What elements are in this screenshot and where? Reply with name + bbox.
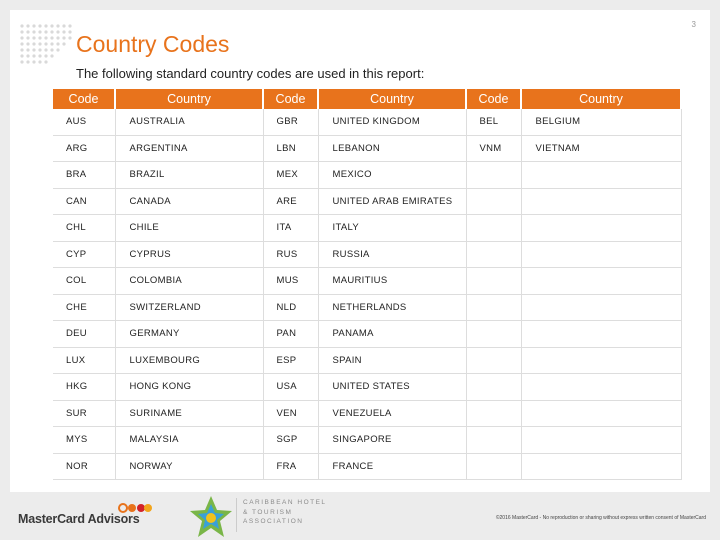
decorative-dot	[20, 48, 23, 51]
decorative-dot	[20, 42, 23, 45]
table-row	[53, 347, 681, 374]
country-code-cell: ITA	[263, 215, 318, 242]
country-code-cell	[466, 188, 521, 215]
country-code-cell	[466, 268, 521, 295]
decorative-dot	[38, 60, 41, 63]
country-code-cell	[466, 400, 521, 427]
decorative-dot	[50, 48, 53, 51]
decorative-dot	[56, 36, 59, 39]
country-code-cell: LBN	[263, 135, 318, 162]
footer-divider	[236, 498, 237, 532]
country-code-cell	[466, 347, 521, 374]
country-code-cell: USA	[263, 374, 318, 401]
country-name-cell: CANADA	[115, 188, 263, 215]
decorative-dot	[20, 36, 23, 39]
country-code-cell: DEU	[53, 321, 115, 348]
country-name-cell: GERMANY	[115, 321, 263, 348]
decorative-dot	[44, 42, 47, 45]
decorative-dot	[62, 36, 65, 39]
country-name-cell: MALAYSIA	[115, 427, 263, 454]
decorative-dot	[32, 60, 35, 63]
decorative-dot	[26, 54, 29, 57]
decorative-dot	[50, 24, 53, 27]
country-name-cell: COLOMBIA	[115, 268, 263, 295]
header-country: Country	[115, 89, 263, 109]
decorative-dot	[26, 24, 29, 27]
decorative-dot	[26, 48, 29, 51]
country-name-cell: RUSSIA	[318, 241, 466, 268]
country-code-cell: CHE	[53, 294, 115, 321]
country-code-cell	[466, 427, 521, 454]
table-row	[53, 162, 681, 189]
decorative-dot	[32, 30, 35, 33]
decorative-dot	[68, 24, 71, 27]
page-title: Country Codes	[76, 31, 230, 57]
country-name-cell: PANAMA	[318, 321, 466, 348]
country-name-cell: FRANCE	[318, 453, 466, 480]
country-code-cell: ARE	[263, 188, 318, 215]
country-name-cell: ITALY	[318, 215, 466, 242]
decorative-dot	[38, 36, 41, 39]
country-code-cell: BEL	[466, 109, 521, 135]
country-code-cell	[466, 294, 521, 321]
country-name-cell: NETHERLANDS	[318, 294, 466, 321]
country-name-cell: SURINAME	[115, 400, 263, 427]
decorative-dot	[20, 54, 23, 57]
country-code-cell: AUS	[53, 109, 115, 135]
copyright-text: ©2016 MasterCard - No reproduction or sharing without express written consent of MasterCard	[495, 515, 706, 521]
decorative-dot	[32, 54, 35, 57]
table-row	[53, 427, 681, 454]
country-code-cell	[466, 241, 521, 268]
slide	[10, 10, 710, 492]
ctha-star-icon	[188, 494, 234, 540]
table-row	[53, 215, 681, 242]
decorative-dot	[50, 54, 53, 57]
decorative-dot	[26, 60, 29, 63]
decorative-dot	[38, 24, 41, 27]
country-name-cell: CHILE	[115, 215, 263, 242]
country-name-cell: LEBANON	[318, 135, 466, 162]
decorative-dot	[62, 42, 65, 45]
country-code-cell: NLD	[263, 294, 318, 321]
table-row	[53, 453, 681, 480]
decorative-dot	[38, 30, 41, 33]
decorative-dot	[62, 24, 65, 27]
country-code-cell	[466, 453, 521, 480]
decorative-dot	[32, 24, 35, 27]
header-code: Code	[466, 89, 521, 109]
country-name-cell	[521, 400, 681, 427]
table-row	[53, 294, 681, 321]
country-name-cell: MEXICO	[318, 162, 466, 189]
country-name-cell: UNITED STATES	[318, 374, 466, 401]
decorative-dot	[20, 30, 23, 33]
country-code-cell: MEX	[263, 162, 318, 189]
country-code-cell: COL	[53, 268, 115, 295]
country-code-cell	[466, 374, 521, 401]
country-code-cell: CYP	[53, 241, 115, 268]
country-code-cell: SGP	[263, 427, 318, 454]
ctha-logo-text: CARIBBEAN HOTEL & TOURISM ASSOCIATION	[243, 499, 327, 525]
country-name-cell	[521, 162, 681, 189]
header-code: Code	[263, 89, 318, 109]
country-code-cell: SUR	[53, 400, 115, 427]
decorative-dot	[32, 48, 35, 51]
decorative-dot	[56, 24, 59, 27]
decorative-dot	[68, 36, 71, 39]
decorative-dot	[44, 24, 47, 27]
decorative-dot	[32, 42, 35, 45]
country-name-cell	[521, 294, 681, 321]
decorative-dot	[20, 60, 23, 63]
decorative-dot	[20, 24, 23, 27]
decorative-dot	[44, 30, 47, 33]
country-name-cell: VIETNAM	[521, 135, 681, 162]
country-code-cell: MUS	[263, 268, 318, 295]
decorative-dot	[50, 36, 53, 39]
decorative-dot	[50, 42, 53, 45]
country-code-cell	[466, 321, 521, 348]
table-row	[53, 321, 681, 348]
country-code-cell: LUX	[53, 347, 115, 374]
table-row	[53, 135, 681, 162]
decorative-dot	[68, 30, 71, 33]
table-header-row	[53, 89, 681, 109]
decorative-dot	[56, 42, 59, 45]
country-name-cell: SWITZERLAND	[115, 294, 263, 321]
country-name-cell: HONG KONG	[115, 374, 263, 401]
page-number: 3	[691, 20, 696, 29]
table-row	[53, 268, 681, 295]
country-name-cell: CYPRUS	[115, 241, 263, 268]
country-name-cell	[521, 321, 681, 348]
country-name-cell: SPAIN	[318, 347, 466, 374]
country-name-cell	[521, 427, 681, 454]
country-name-cell: AUSTRALIA	[115, 109, 263, 135]
country-code-cell: HKG	[53, 374, 115, 401]
table-row	[53, 188, 681, 215]
decorative-dot	[44, 48, 47, 51]
decorative-dot	[56, 30, 59, 33]
country-code-cell: PAN	[263, 321, 318, 348]
country-code-cell: ESP	[263, 347, 318, 374]
country-code-cell: VNM	[466, 135, 521, 162]
decorative-dot	[62, 30, 65, 33]
decorative-dot	[26, 42, 29, 45]
country-name-cell: NORWAY	[115, 453, 263, 480]
country-code-cell: VEN	[263, 400, 318, 427]
decorative-dot	[26, 36, 29, 39]
country-code-cell: ARG	[53, 135, 115, 162]
table-row	[53, 400, 681, 427]
header-country: Country	[318, 89, 466, 109]
country-code-cell: NOR	[53, 453, 115, 480]
country-name-cell	[521, 347, 681, 374]
decorative-dot	[26, 30, 29, 33]
mastercard-advisors-logo: MasterCard Advisors	[18, 512, 140, 526]
country-code-cell: CAN	[53, 188, 115, 215]
table-row	[53, 241, 681, 268]
page-subtitle: The following standard country codes are used in this report:	[76, 66, 425, 81]
decorative-dot	[44, 54, 47, 57]
table-row	[53, 374, 681, 401]
country-name-cell: UNITED KINGDOM	[318, 109, 466, 135]
table-row	[53, 109, 681, 135]
header-code: Code	[53, 89, 115, 109]
country-name-cell: ARGENTINA	[115, 135, 263, 162]
country-code-cell: BRA	[53, 162, 115, 189]
decorative-dot	[50, 30, 53, 33]
country-code-cell	[466, 215, 521, 242]
country-name-cell: BRAZIL	[115, 162, 263, 189]
country-name-cell: BELGIUM	[521, 109, 681, 135]
decorative-dot	[38, 54, 41, 57]
country-code-cell	[466, 162, 521, 189]
country-name-cell	[521, 374, 681, 401]
decorative-dot	[38, 42, 41, 45]
decorative-dot	[44, 60, 47, 63]
country-code-cell: CHL	[53, 215, 115, 242]
country-name-cell	[521, 268, 681, 295]
country-name-cell: UNITED ARAB EMIRATES	[318, 188, 466, 215]
decorative-dot	[44, 36, 47, 39]
country-code-cell: MYS	[53, 427, 115, 454]
country-name-cell	[521, 188, 681, 215]
country-code-cell: RUS	[263, 241, 318, 268]
decorative-dot	[56, 48, 59, 51]
decorative-dot	[32, 36, 35, 39]
country-name-cell: SINGAPORE	[318, 427, 466, 454]
header-country: Country	[521, 89, 681, 109]
country-name-cell: MAURITIUS	[318, 268, 466, 295]
country-code-cell: GBR	[263, 109, 318, 135]
country-codes-table	[53, 89, 682, 480]
country-name-cell	[521, 241, 681, 268]
country-name-cell	[521, 215, 681, 242]
country-name-cell	[521, 453, 681, 480]
country-code-cell: FRA	[263, 453, 318, 480]
decorative-dot	[38, 48, 41, 51]
country-name-cell: LUXEMBOURG	[115, 347, 263, 374]
country-name-cell: VENEZUELA	[318, 400, 466, 427]
